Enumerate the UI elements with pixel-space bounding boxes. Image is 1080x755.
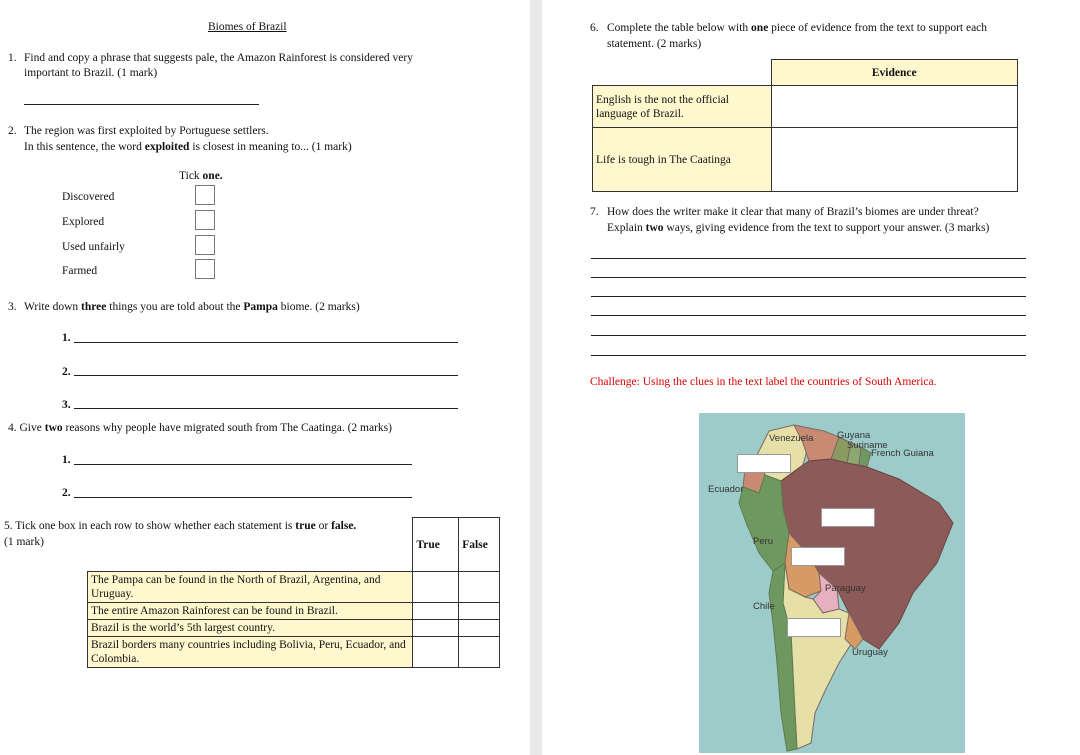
map-label-chile: Chile: [753, 601, 775, 612]
q6-number: 6.: [590, 22, 599, 34]
q5-true-cell[interactable]: [413, 572, 459, 603]
q6-evidence-cell[interactable]: [771, 86, 1018, 128]
q5-true-cell[interactable]: [413, 603, 459, 620]
q2-option-checkbox[interactable]: [195, 235, 215, 255]
map-label-peru: Peru: [753, 536, 774, 547]
right-page: [542, 0, 1080, 755]
q5-table-blank: [88, 518, 413, 572]
q2-option-checkbox[interactable]: [195, 259, 215, 279]
q2-option-checkbox[interactable]: [195, 210, 215, 230]
q4-item-number: 1.: [62, 454, 71, 466]
q1-answer-line[interactable]: [24, 104, 259, 105]
q2-number: 2.: [8, 125, 17, 137]
q3-item-number: 3.: [62, 399, 71, 411]
map-label-box[interactable]: [737, 454, 791, 473]
challenge-text: Challenge: Using the clues in the text label the countries of South America.: [590, 376, 937, 388]
q1-text: Find and copy a phrase that suggests pale, the Amazon Rainforest is considered very: [24, 52, 413, 64]
q6-table-blank: [593, 60, 772, 86]
map-label-uruguay: Uruguay: [852, 647, 888, 658]
q2-option-label: Discovered: [62, 191, 115, 203]
q6-table: [592, 59, 1018, 192]
q4-answer-line[interactable]: [74, 464, 412, 465]
q3-item-number: 1.: [62, 332, 71, 344]
map-label-box[interactable]: [821, 508, 875, 527]
q7-answer-line[interactable]: [591, 258, 1026, 259]
q5-false-header: False: [459, 518, 500, 572]
q7-answer-line[interactable]: [591, 277, 1026, 278]
q6-statement: Life is tough in The Caatinga: [593, 128, 772, 192]
q4-answer-line[interactable]: [74, 497, 412, 498]
q7-number: 7.: [590, 206, 599, 218]
q5-statement: The Pampa can be found in the North of Brazil, Argentina, and Uruguay.: [88, 572, 413, 603]
q3-text: Write down three things you are told about the Pampa biome. (2 marks): [24, 301, 360, 313]
q6-evidence-header: Evidence: [771, 60, 1018, 86]
q5-false-cell[interactable]: [459, 620, 500, 637]
q5-true-cell[interactable]: [413, 620, 459, 637]
q2-option-label: Used unfairly: [62, 241, 125, 253]
map-label-ecuador: Ecuador: [708, 484, 744, 495]
q7-text-2: Explain two ways, giving evidence from the text to support your answer. (3 marks): [607, 222, 990, 234]
q7-answer-line[interactable]: [591, 355, 1026, 356]
peru-shape: [739, 475, 789, 571]
q4-text: 4. Give two reasons why people have migrated south from The Caatinga. (2 marks): [8, 422, 392, 434]
q2-option-label: Explored: [62, 216, 105, 228]
map-label-suriname: Suriname: [847, 440, 888, 451]
map-label-french-guiana: French Guiana: [871, 448, 934, 459]
q3-answer-line[interactable]: [74, 342, 458, 343]
q5-marks: (1 mark): [4, 536, 44, 548]
q3-answer-line[interactable]: [74, 375, 458, 376]
q5-statement: Brazil is the world’s 5th largest country.: [88, 620, 413, 637]
q3-item-number: 2.: [62, 366, 71, 378]
q5-false-cell[interactable]: [459, 603, 500, 620]
q5-false-cell[interactable]: [459, 572, 500, 603]
map-label-guyana: Guyana: [837, 430, 871, 441]
page-title: Biomes of Brazil: [208, 21, 287, 33]
q5-true-header: True: [413, 518, 459, 572]
q4-item-number: 2.: [62, 487, 71, 499]
q5-false-cell[interactable]: [459, 637, 500, 668]
q6-text: Complete the table below with one piece of evidence from the text to support each: [607, 22, 988, 34]
q2-tick-instruction: Tick one.: [179, 170, 223, 182]
q1-number: 1.: [8, 52, 17, 64]
q2-option-label: Farmed: [62, 265, 98, 277]
q6-text-2: statement. (2 marks): [607, 38, 702, 50]
map-label-box[interactable]: [787, 618, 841, 637]
q3-number: 3.: [8, 301, 17, 313]
q6-evidence-cell[interactable]: [771, 128, 1018, 192]
q1-text-2: important to Brazil. (1 mark): [24, 67, 158, 79]
q2-text-2: In this sentence, the word exploited is closest in meaning to... (1 mark): [24, 141, 352, 153]
q6-statement: English is the not the official language of Brazil.: [593, 86, 772, 128]
q7-answer-line[interactable]: [591, 315, 1026, 316]
map-label-venezuela: Venezuela: [769, 433, 814, 444]
q5-text: 5. Tick one box in each row to show whether each statement is true or false.: [4, 520, 357, 532]
left-page: [0, 0, 530, 755]
q7-answer-line[interactable]: [591, 335, 1026, 336]
map-label-paraguay: Paraguay: [825, 583, 866, 594]
south-america-map: [699, 413, 965, 753]
q7-answer-line[interactable]: [591, 296, 1026, 297]
q5-statement: The entire Amazon Rainforest can be found in Brazil.: [88, 603, 413, 620]
q5-true-cell[interactable]: [413, 637, 459, 668]
q2-option-checkbox[interactable]: [195, 185, 215, 205]
map-label-box[interactable]: [791, 547, 845, 566]
q7-text: How does the writer make it clear that many of Brazil’s biomes are under threat?: [607, 206, 979, 218]
q3-answer-line[interactable]: [74, 408, 458, 409]
q2-text: The region was first exploited by Portuguese settlers.: [24, 125, 269, 137]
q5-table: [87, 517, 500, 668]
q5-statement: Brazil borders many countries including Bolivia, Peru, Ecuador, and Colombia.: [88, 637, 413, 668]
